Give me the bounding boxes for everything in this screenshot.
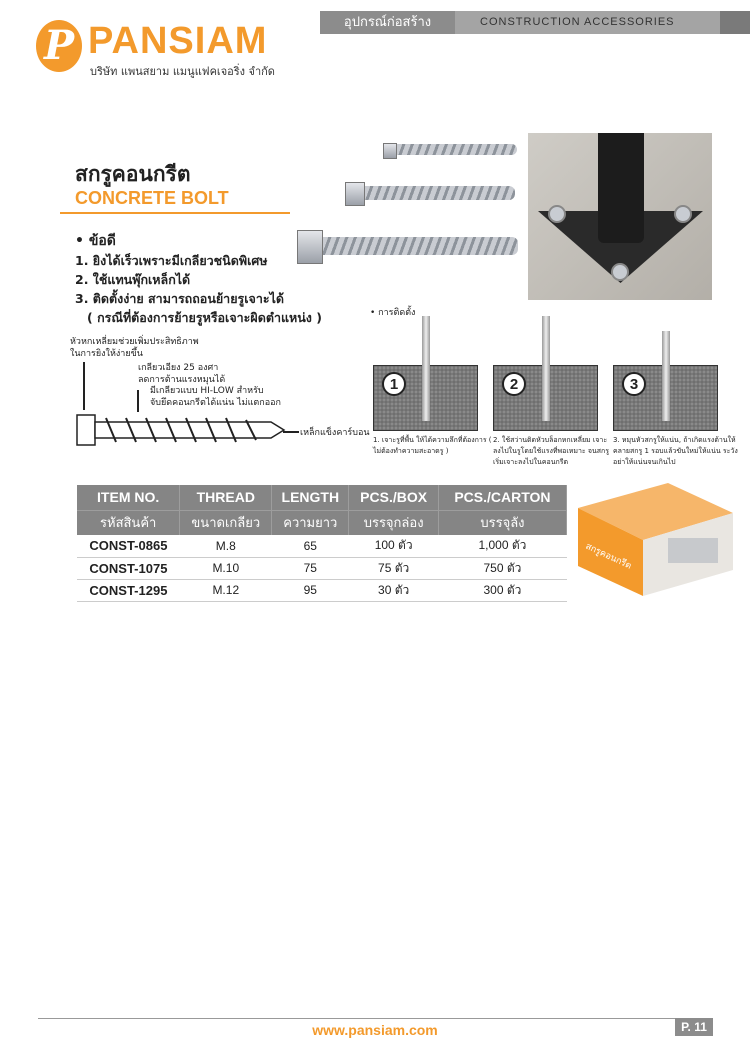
footer-url[interactable]: www.pansiam.com xyxy=(312,1022,438,1038)
install-step-2: 2 xyxy=(493,365,598,431)
installed-bolt-photo xyxy=(528,133,712,300)
install-caption-2: 2. ใช้สว่านติดหัวบล็อกหกเหลี่ยม เจาะลงไปในรูโดยใช้แรงที่พอเหมาะ จนสกรูเริ่มเจาะลงไปในคอนกรีต xyxy=(493,436,610,466)
product-title-en: CONCRETE BOLT xyxy=(75,188,229,208)
category-header xyxy=(320,11,750,34)
note-carbon-tip: เหล็กแข็งคาร์บอน xyxy=(300,428,370,438)
advantage-item: 3. ติดตั้งง่าย สามารถถอนย้ายรูเจาะได้ xyxy=(75,291,284,306)
brand-subtitle: บริษัท แพนสยาม แมนูแฟคเจอริ่ง จำกัด xyxy=(90,65,275,78)
col-length: LENGTH xyxy=(272,485,349,510)
install-caption-3: 3. หมุนหัวสกรูให้แน่น, ถ้าเกิดแรงต้านให้คลายสกรู 1 รอบแล้วขันใหม่ให้แน่น ระวังอย่าให้แน่นจนเกินไป xyxy=(613,436,738,466)
table-row: CONST-1075 M.10 75 75 ตัว 750 ตัว xyxy=(77,557,567,579)
col-carton: PCS./CARTON xyxy=(438,485,566,510)
advantage-item: 1. ยิงได้เร็วเพราะมีเกลียวชนิดพิเศษ xyxy=(75,253,268,268)
install-caption-1: 1. เจาะรูที่พื้น ให้ได้ความลึกที่ต้องการ ( ไม่ต้องทำความสะอาดรู ) xyxy=(373,436,492,455)
product-box-image xyxy=(573,478,738,598)
advantage-item: 2. ใช้แทนพุ๊กเหล็กได้ xyxy=(75,272,191,287)
footer-divider xyxy=(38,1018,713,1019)
col-item: ITEM NO. xyxy=(77,485,180,510)
installation-heading: • การติดตั้ง xyxy=(370,308,416,318)
product-title-th: สกรูคอนกรีต xyxy=(75,162,191,186)
advantage-item: ( กรณีที่ต้องการย้ายรูหรือเจาะผิดตำแหน่ง ) xyxy=(87,310,322,325)
install-step-3: 3 xyxy=(613,365,718,431)
table-header-en xyxy=(77,485,567,510)
category-en: CONSTRUCTION ACCESSORIES xyxy=(455,11,720,34)
logo-icon: P xyxy=(36,20,82,72)
brand-name: PANSIAM xyxy=(88,20,268,62)
svg-text:สกรูคอนกรีต: สกรูคอนกรีต xyxy=(583,541,633,572)
col-box: PCS./BOX xyxy=(349,485,438,510)
col-thread: THREAD xyxy=(180,485,272,510)
spec-table xyxy=(77,485,567,602)
title-divider xyxy=(60,212,290,214)
note-hi-low: มีเกลียวแบบ HI-LOW สำหรับ จับยึดคอนกรีตได้แน่น ไม่แตกออก xyxy=(150,386,281,408)
advantages-heading: • ข้อดี xyxy=(75,233,116,249)
note-thread-angle: เกลียวเอียง 25 องศา ลดการต้านแรงหมุนได้ xyxy=(138,363,226,385)
install-step-1: 1 xyxy=(373,365,478,431)
table-row: CONST-0865 M.8 65 100 ตัว 1,000 ตัว xyxy=(77,535,567,557)
header-end xyxy=(720,11,750,34)
page-number: P. 11 xyxy=(675,1018,713,1036)
table-header-th: รหัสสินค้า ขนาดเกลียว ความยาว บรรจุกล่อง บรรจุลัง xyxy=(77,510,567,535)
bolt-diagram xyxy=(76,412,286,448)
category-th: อุปกรณ์ก่อสร้าง xyxy=(320,11,455,34)
table-row: CONST-1295 M.12 95 30 ตัว 300 ตัว xyxy=(77,579,567,601)
advantages-list xyxy=(75,232,322,327)
note-hex-head: หัวหกเหลี่ยมช่วยเพิ่มประสิทธิภาพ ในการยิงให้ง่ายขึ้น xyxy=(70,337,199,359)
